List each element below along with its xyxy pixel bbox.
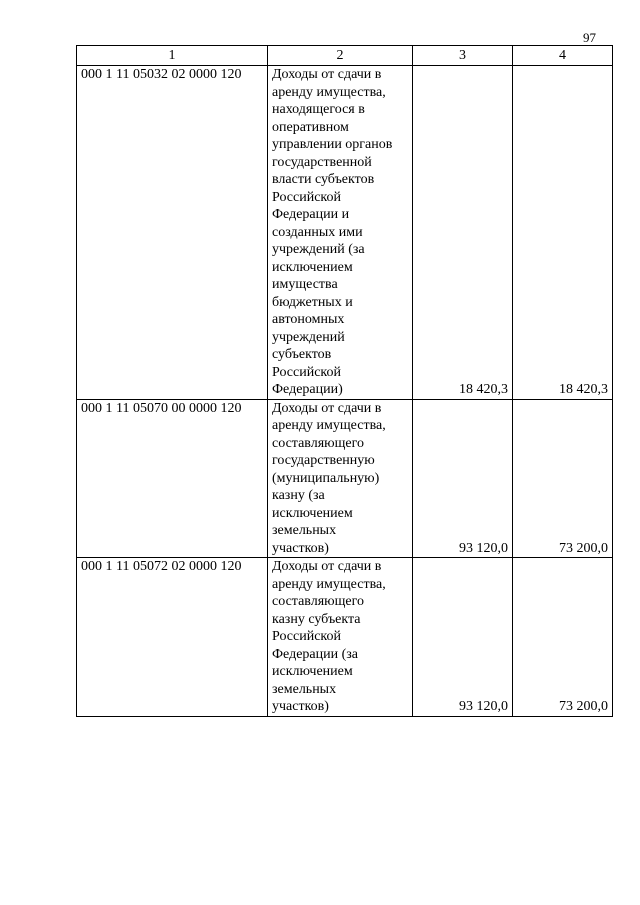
revenue-name-line: аренду имущества, xyxy=(272,84,386,100)
revenue-name-line: управлении органов xyxy=(272,137,393,152)
revenue-name-cell xyxy=(268,66,413,400)
revenue-name-line: исключением xyxy=(272,664,353,679)
revenue-name-line: исключением xyxy=(272,505,353,521)
revenue-name-line: государственную xyxy=(272,453,375,468)
revenue-name-line: Российской xyxy=(272,364,341,380)
column-3-value: 18 420,3 xyxy=(413,66,513,400)
revenue-name-line: участков) xyxy=(272,540,329,556)
revenue-name-line: учреждений (за xyxy=(272,242,365,257)
revenue-name-line: субъектов xyxy=(272,347,332,362)
revenue-name-line: земельных xyxy=(272,523,337,538)
revenue-name-line: имущества xyxy=(272,277,338,292)
budget-code-cell: 000 1 11 05032 02 0000 120 xyxy=(77,66,268,400)
column-3-value: 93 120,0 xyxy=(413,558,513,717)
budget-code-cell: 000 1 11 05070 00 0000 120 xyxy=(77,399,268,558)
revenue-name-line: Федерации) xyxy=(272,382,343,397)
revenue-name-text xyxy=(272,558,408,716)
budget-table xyxy=(76,45,613,717)
page-number: 97 xyxy=(583,30,596,45)
revenue-name-text xyxy=(272,400,408,558)
table-row xyxy=(77,558,613,717)
revenue-name-line: Доходы от сдачи в xyxy=(272,400,382,416)
revenue-name-line: исключением xyxy=(272,259,353,275)
revenue-name-line: учреждений xyxy=(272,329,345,345)
revenue-name-line: находящегося в xyxy=(272,102,365,117)
revenue-name-line: автономных xyxy=(272,312,345,327)
column-4-value: 73 200,0 xyxy=(513,399,613,558)
budget-code-cell: 000 1 11 05072 02 0000 120 xyxy=(77,558,268,717)
revenue-name-line: государственной xyxy=(272,154,372,170)
column-header-3: 3 xyxy=(413,46,513,66)
revenue-name-line: Российской xyxy=(272,629,341,644)
revenue-name-line: созданных ими xyxy=(272,224,363,240)
revenue-name-line: составляющего xyxy=(272,594,364,609)
revenue-name-cell xyxy=(268,399,413,558)
revenue-name-line: участков) xyxy=(272,699,329,714)
revenue-name-line: власти субъектов xyxy=(272,172,375,187)
revenue-name-line: (муниципальную) xyxy=(272,470,380,486)
column-4-value: 73 200,0 xyxy=(513,558,613,717)
table-body xyxy=(77,66,613,717)
revenue-name-line: аренду имущества, xyxy=(272,576,386,592)
revenue-name-line: Доходы от сдачи в xyxy=(272,559,382,574)
revenue-name-line: бюджетных и xyxy=(272,294,353,310)
column-header-1: 1 xyxy=(77,46,268,66)
revenue-name-cell xyxy=(268,558,413,717)
column-4-value: 18 420,3 xyxy=(513,66,613,400)
revenue-name-line: казну субъекта xyxy=(272,611,361,627)
revenue-name-line: земельных xyxy=(272,681,337,697)
revenue-name-line: Доходы от сдачи в xyxy=(272,67,382,82)
revenue-name-line: Российской xyxy=(272,189,341,205)
revenue-name-line: казну (за xyxy=(272,488,325,503)
table-header-row xyxy=(77,46,613,66)
column-header-4: 4 xyxy=(513,46,613,66)
revenue-name-line: составляющего xyxy=(272,435,364,451)
revenue-name-line: Федерации (за xyxy=(272,646,359,662)
column-header-2: 2 xyxy=(268,46,413,66)
column-3-value: 93 120,0 xyxy=(413,399,513,558)
revenue-name-line: аренду имущества, xyxy=(272,418,386,433)
table-row xyxy=(77,66,613,400)
revenue-name-line: оперативном xyxy=(272,119,349,135)
revenue-name-text xyxy=(272,66,408,399)
revenue-name-line: Федерации и xyxy=(272,207,350,222)
table-row xyxy=(77,399,613,558)
